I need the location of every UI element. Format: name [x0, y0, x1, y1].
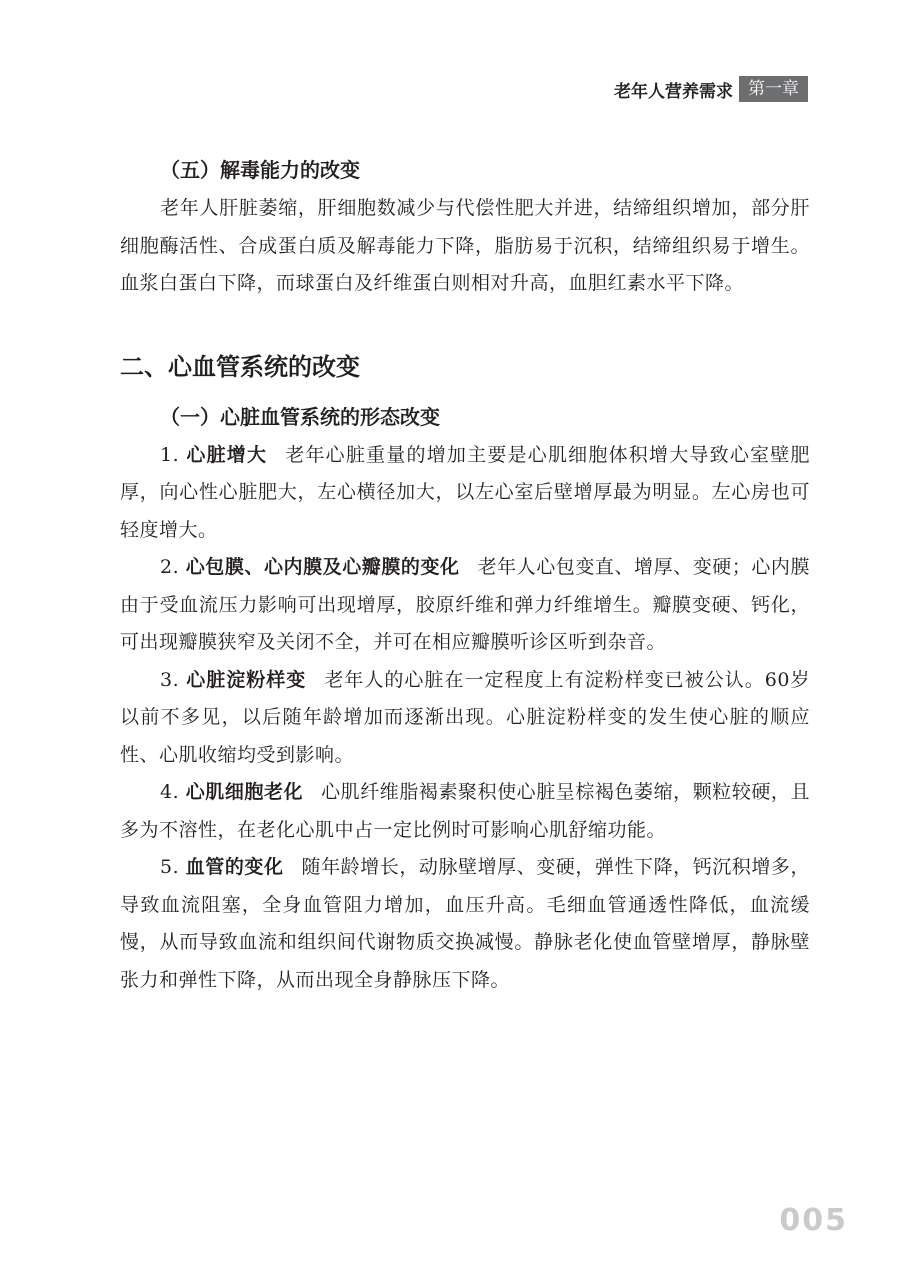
book-title: 老年人营养需求 — [614, 81, 733, 102]
list-item-heart-enlargement — [120, 437, 810, 550]
item-text: 老年心脏重量的增加主要是心肌细胞体积增大导致心室壁肥厚，向心性心脏肥大，左心横径加大，以左心室后壁增厚最为明显。左心房也可轻度增大。 — [120, 443, 810, 541]
item-term: 血管的变化 — [185, 856, 284, 878]
item-number: 5. — [160, 856, 180, 878]
item-number: 4. — [160, 781, 180, 803]
item-text: 心肌纤维脂褐素聚积使心脏呈棕褐色萎缩，颗粒较硬，且多为不溶性，在老化心肌中占一定比例时可影响心肌舒缩功能。 — [120, 781, 810, 841]
item-term: 心脏增大 — [186, 443, 268, 466]
page-body — [120, 150, 810, 999]
list-item-myocyte-aging — [120, 774, 810, 849]
paragraph-detox: 老年人肝脏萎缩，肝细胞数减少与代偿性肥大并进，结缔组织增加，部分肝细胞酶活性、合成蛋白质及解毒能力下降，脂肪易于沉积，结缔组织易于增生。血浆白蛋白下降，而球蛋白及纤维蛋白则相对升高，血胆红素水平下降。 — [120, 197, 810, 294]
item-term: 心肌细胞老化 — [185, 781, 304, 803]
section-heading-detox: （五）解毒能力的改变 — [160, 158, 360, 182]
item-text: 老年人心包变直、增厚、变硬；心内膜由于受血流压力影响可出现增厚，胶原纤维和弹力纤维增生。瓣膜变硬、钙化，可出现瓣膜狭窄及关闭不全，并可在相应瓣膜听诊区听到杂音。 — [120, 556, 810, 653]
item-term: 心包膜、心内膜及心瓣膜的变化 — [185, 556, 460, 578]
item-text: 随年龄增长，动脉壁增厚、变硬，弹性下降，钙沉积增多，导致血流阻塞，全身血管阻力增加，血压升高。毛细血管通透性降低，血流缓慢，从而导致血流和组织间代谢物质交换减慢。静脉老化使血管壁增厚，静脉壁张力和弹性下降，从而出现全身静脉压下降。 — [120, 856, 810, 991]
chapter-badge: 第一章 — [739, 76, 808, 102]
item-term: 心脏淀粉样变 — [186, 668, 307, 691]
page-number: 005 — [779, 1203, 848, 1238]
item-number: 1. — [160, 443, 180, 466]
chapter-heading-cardiovascular: 二、心血管系统的改变 — [120, 352, 360, 381]
running-header — [614, 76, 808, 102]
list-item-membrane-changes — [120, 549, 810, 662]
item-number: 3. — [160, 668, 180, 691]
section-heading-morphology: （一）心脏血管系统的形态改变 — [160, 404, 440, 429]
list-item-amyloidosis — [120, 662, 810, 775]
list-item-vascular-changes — [120, 849, 810, 999]
item-text: 老年人的心脏在一定程度上有淀粉样变已被公认。60岁以前不多见，以后随年龄增加而逐渐出现。心脏淀粉样变的发生使心脏的顺应性、心肌收缩均受到影响。 — [120, 668, 810, 766]
item-number: 2. — [160, 556, 180, 578]
